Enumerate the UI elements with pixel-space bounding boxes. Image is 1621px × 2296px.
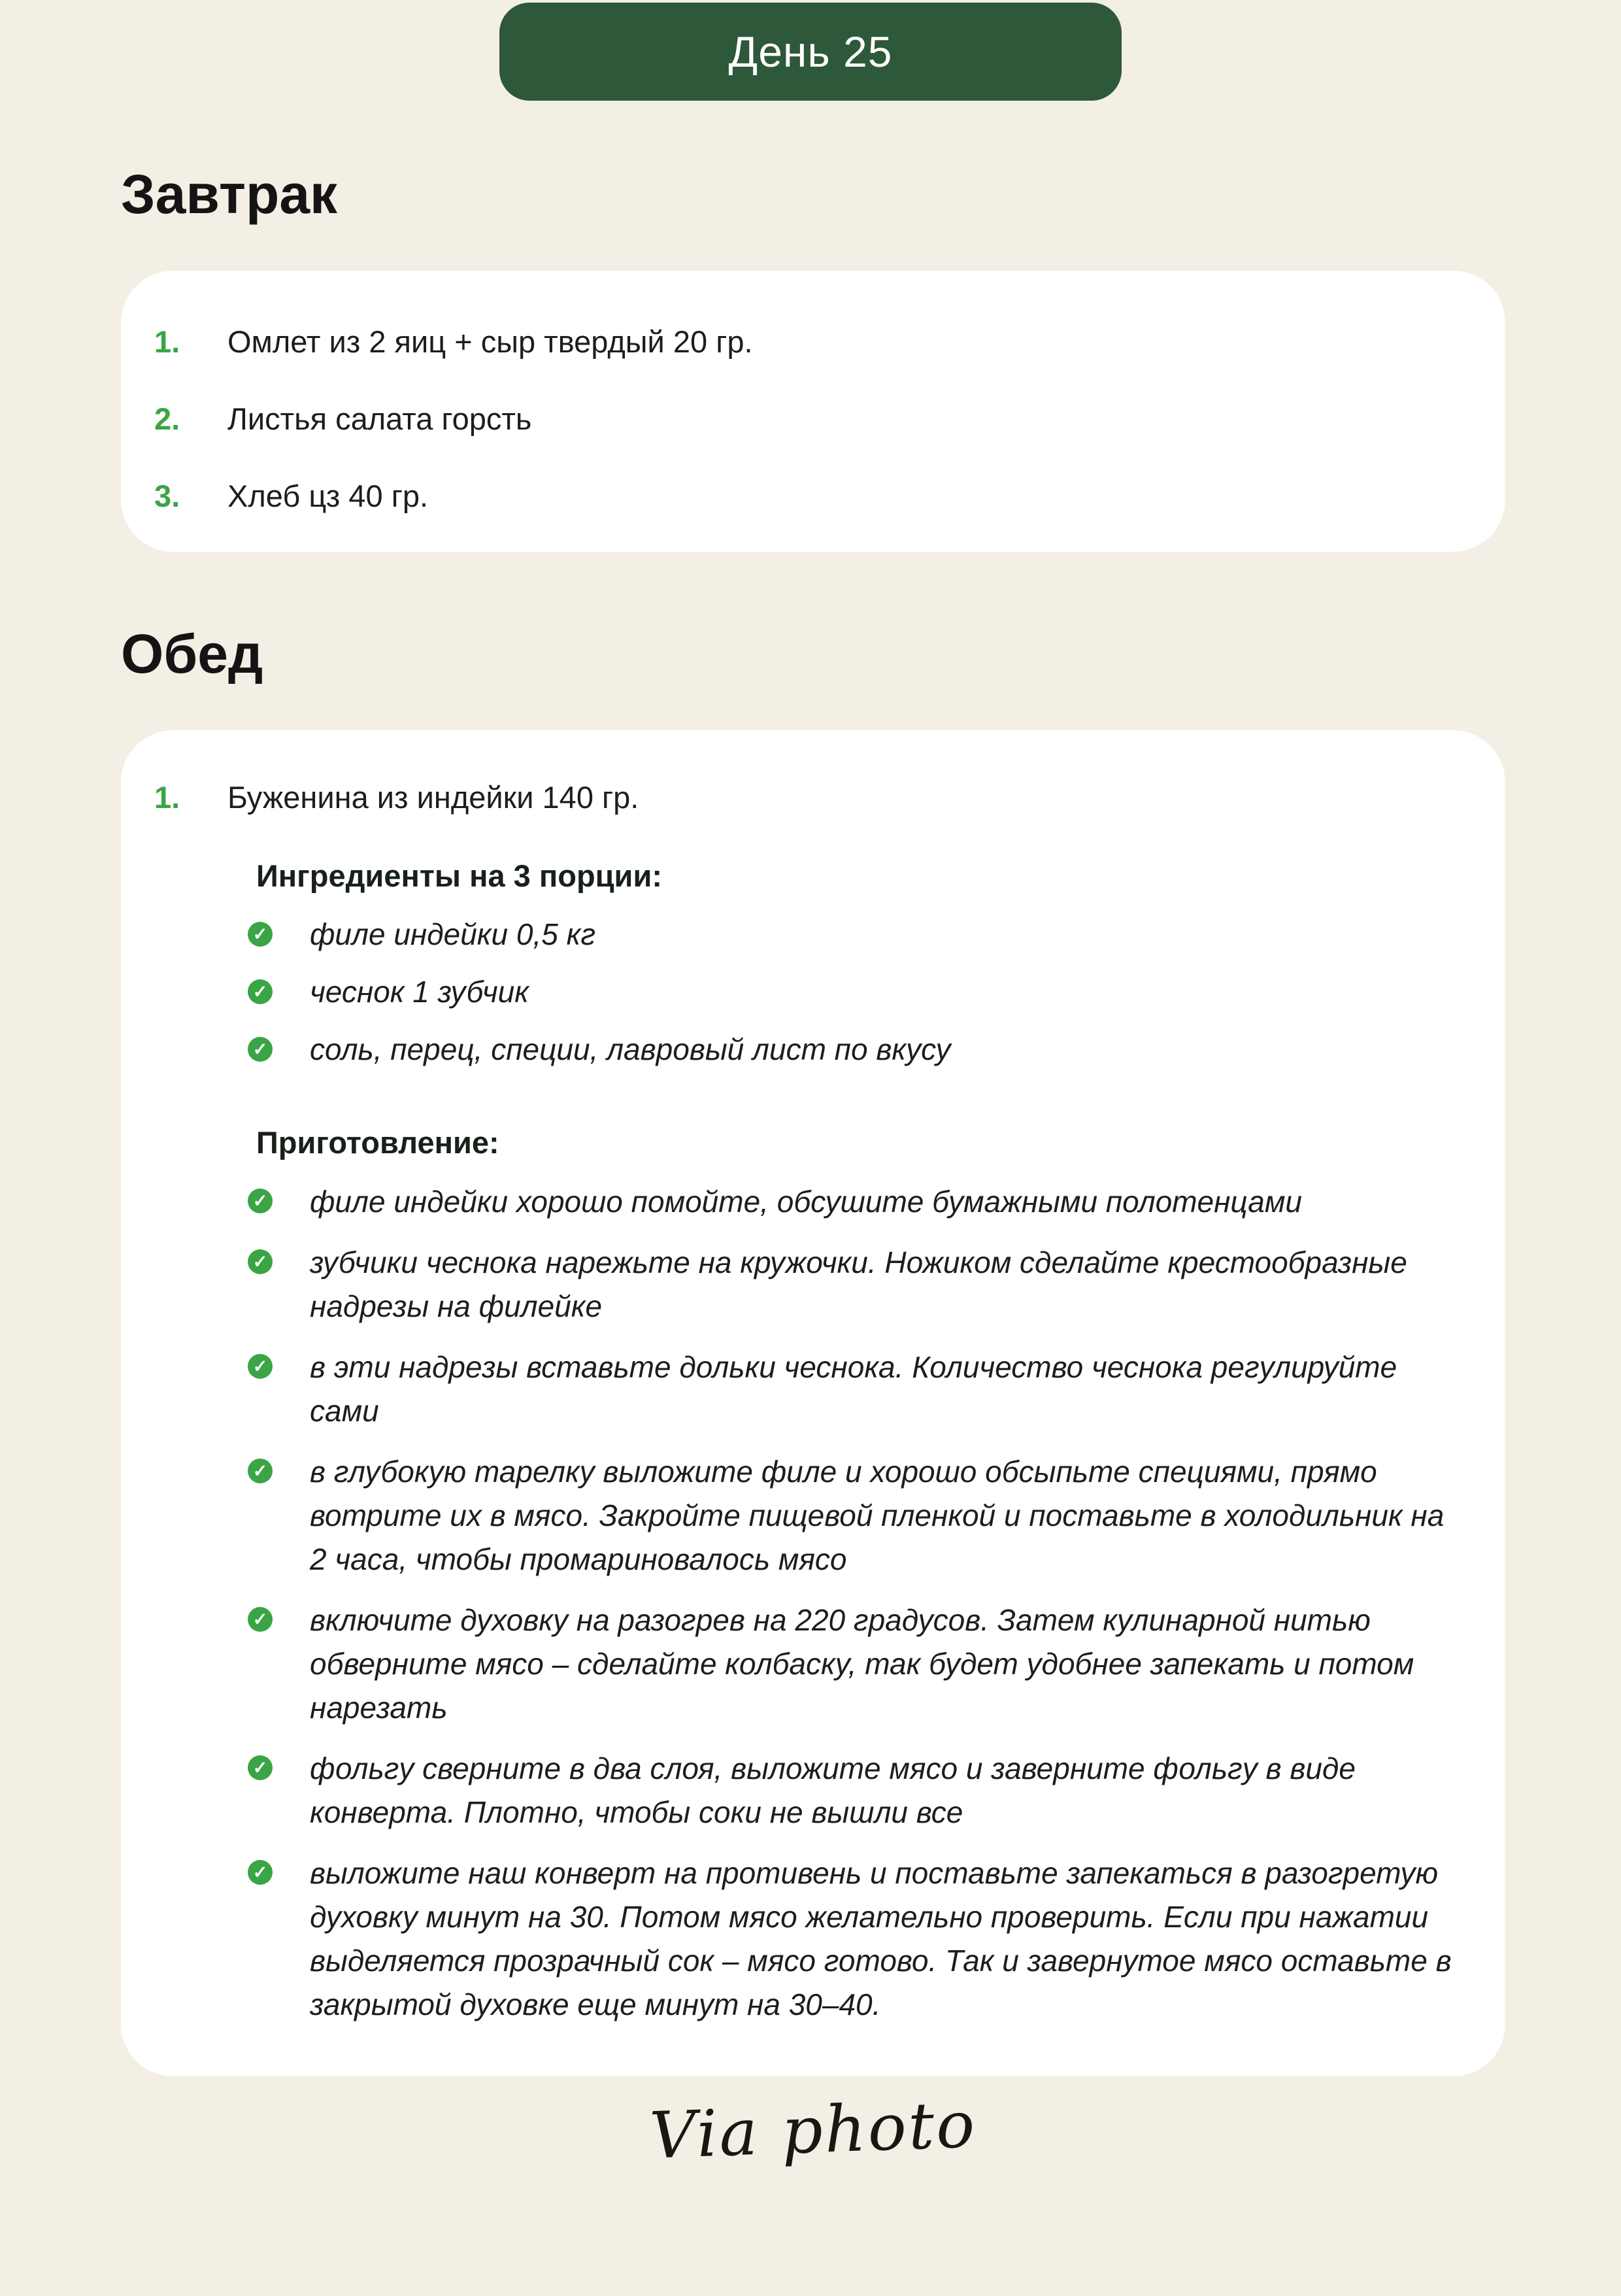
step-item bbox=[248, 1851, 1466, 2027]
item-number: 1. bbox=[154, 324, 180, 359]
step-item bbox=[248, 1345, 1466, 1433]
ingredient-text: филе индейки 0,5 кг bbox=[310, 917, 596, 951]
breakfast-item bbox=[154, 477, 1466, 515]
ingredients-header: Ингредиенты на 3 порции: bbox=[256, 858, 662, 893]
ingredient-text: чеснок 1 зубчик bbox=[310, 975, 529, 1009]
step-text: филе индейки хорошо помойте, обсушите бумажными полотенцами bbox=[310, 1185, 1302, 1219]
step-text: фольгу сверните в два слоя, выложите мясо и заверните фольгу в виде конверта. Плотно, чтобы соки не вышли все bbox=[310, 1751, 1356, 1829]
item-number: 2. bbox=[154, 401, 180, 436]
check-icon: ✓ bbox=[248, 922, 273, 947]
check-icon: ✓ bbox=[248, 1860, 273, 1885]
lunch-section-title: Обед bbox=[121, 623, 263, 684]
step-text: выложите наш конверт на противень и поставьте запекаться в разогретую духовку минут на 30. Потом мясо желательно проверить. Если при нажатии выделяется прозрачный сок – мясо готово. Так и завернутое мясо оставьте в закрытой духовке еще минут на 30–40. bbox=[310, 1856, 1452, 2021]
check-icon: ✓ bbox=[248, 1459, 273, 1483]
step-item bbox=[248, 1241, 1466, 1328]
recipe-page bbox=[0, 3, 1621, 2296]
step-item bbox=[248, 1180, 1466, 1224]
check-icon: ✓ bbox=[248, 1354, 273, 1379]
check-icon: ✓ bbox=[248, 1755, 273, 1780]
step-text: в эти надрезы вставьте дольки чеснока. Количество чеснока регулируйте сами bbox=[310, 1350, 1397, 1428]
author-signature: Via photo bbox=[648, 2087, 978, 2174]
check-icon: ✓ bbox=[248, 1189, 273, 1213]
breakfast-card bbox=[121, 271, 1505, 552]
step-item bbox=[248, 1598, 1466, 1730]
ingredient-item bbox=[248, 1028, 1466, 1070]
lunch-card bbox=[121, 730, 1505, 2076]
item-number: 1. bbox=[154, 780, 180, 815]
breakfast-section-title: Завтрак bbox=[121, 163, 338, 225]
ingredient-text: соль, перец, специи, лавровый лист по вкусу bbox=[310, 1032, 951, 1066]
day-badge bbox=[499, 3, 1122, 101]
breakfast-item bbox=[154, 323, 1466, 361]
check-icon: ✓ bbox=[248, 1249, 273, 1274]
item-number: 3. bbox=[154, 479, 180, 513]
check-icon: ✓ bbox=[248, 1037, 273, 1062]
breakfast-item bbox=[154, 400, 1466, 438]
item-text: Хлеб цз 40 гр. bbox=[227, 479, 429, 513]
ingredient-item bbox=[248, 913, 1466, 955]
preparation-header: Приготовление: bbox=[256, 1125, 499, 1160]
step-item bbox=[248, 1450, 1466, 1581]
preparation-steps-list bbox=[154, 1180, 1466, 2027]
ingredient-item bbox=[248, 971, 1466, 1013]
day-badge-label: День 25 bbox=[728, 27, 893, 76]
page-content bbox=[0, 163, 1621, 2174]
step-item bbox=[248, 1747, 1466, 1834]
check-icon: ✓ bbox=[248, 979, 273, 1004]
check-icon: ✓ bbox=[248, 1607, 273, 1632]
dish-title: Буженина из индейки 140 гр. bbox=[227, 780, 639, 815]
lunch-dish-title-row bbox=[154, 779, 1466, 817]
step-text: зубчики чеснока нарежьте на кружочки. Ножиком сделайте крестообразные надрезы на филейке bbox=[310, 1245, 1407, 1323]
step-text: включите духовку на разогрев на 220 градусов. Затем кулинарной нитью обверните мясо – сделайте колбаску, так будет удобнее запекать и потом нарезать bbox=[310, 1603, 1414, 1725]
step-text: в глубокую тарелку выложите филе и хорошо обсыпьте специями, прямо вотрите их в мясо. Закройте пищевой пленкой и поставьте в холодильник на 2 часа, чтобы промариновалось мясо bbox=[310, 1455, 1445, 1576]
item-text: Омлет из 2 яиц + сыр твердый 20 гр. bbox=[227, 324, 753, 359]
ingredients-list bbox=[154, 913, 1466, 1070]
item-text: Листья салата горсть bbox=[227, 401, 532, 436]
